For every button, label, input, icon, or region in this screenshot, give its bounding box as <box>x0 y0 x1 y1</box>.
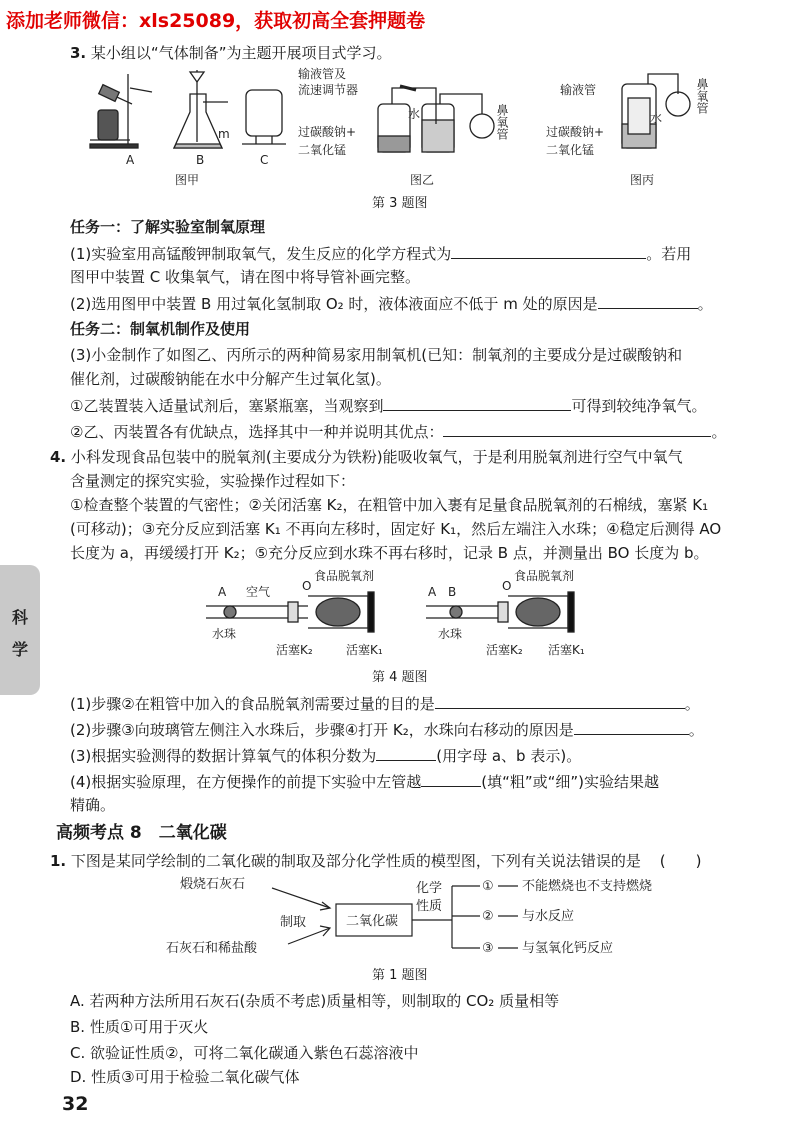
q3-part3-line2: 催化剂，过碳酸钠能在水中分解产生过氧化氢)。 <box>70 370 391 388</box>
label-a: A <box>126 153 135 167</box>
left-label-a: A <box>218 585 227 599</box>
q4-stem-1: 小科发现食品包装中的脱氧剂(主要成分为铁粉)能吸收氧气，于是利用脱氧剂进行空气中氧气 <box>70 448 683 466</box>
q4-part3-blank[interactable] <box>376 744 436 761</box>
right-label-a: A <box>428 585 437 599</box>
q3-sub1-blank[interactable] <box>383 394 571 411</box>
q3-sub1-tail: 可得到较纯净氧气。 <box>571 397 707 415</box>
option-c[interactable]: C. 欲验证性质②，可将二氧化碳通入紫色石蕊溶液中 <box>70 1044 419 1062</box>
task2-heading: 任务二：制氧机制作及使用 <box>70 320 251 338</box>
q3-sub2-text: ②乙、丙装置各有优缺点，选择其中一种并说明其优点： <box>70 423 444 441</box>
q3-part1-text: (1)实验室用高锰酸钾制取氧气，发生反应的化学方程式为 <box>70 245 452 263</box>
q1-answer-bracket[interactable]: ( ) <box>659 852 702 870</box>
apparatus-a <box>90 74 152 148</box>
left-label-agent: 食品脱氧剂 <box>314 569 375 583</box>
property-3-text: 与氢氧化钙反应 <box>522 941 614 956</box>
q4-line4: (可移动)；③充分反应到活塞 K₁ 不再向左移时，固定好 K₁，然后左端注入水珠；④稳定后测得 AO <box>70 520 722 538</box>
left-label-drop: 水珠 <box>212 627 237 641</box>
left-label-air: 空气 <box>246 585 271 599</box>
q3-part1-line1 <box>70 242 691 265</box>
label-m: m <box>218 127 230 141</box>
right-label-k1: 活塞K₁ <box>548 643 585 657</box>
tube-setup-left <box>206 592 374 632</box>
q4-part4-blank[interactable] <box>421 770 481 787</box>
label-c: C <box>260 153 269 167</box>
side-tab-char-1: 科 <box>12 608 29 627</box>
property-label-1: 化学 <box>416 881 443 896</box>
side-tab-char-2: 学 <box>12 640 29 659</box>
q3-figure-caption: 第 3 题图 <box>372 196 428 211</box>
section-heading: 高频考点 8 二氧化碳 <box>56 823 227 843</box>
property-label-2: 性质 <box>416 899 443 914</box>
q3-part3-line1: (3)小金制作了如图乙、丙所示的两种简易家用制氧机(已知：制氧剂的主要成分是过碳酸钠和 <box>70 346 683 364</box>
right-label-o: O <box>502 579 512 593</box>
q3-part3-sub1 <box>70 394 706 417</box>
q4-part1: (1)步骤②在粗管中加入的食品脱氧剂需要过量的目的是 。 <box>70 692 700 715</box>
q4-line5: 长度为 a，再缓缓打开 K₂；⑤充分反应到水珠不再右移时，记录 B 点，并测量出 BO 长度为 b。 <box>70 544 709 562</box>
left-label-k2: 活塞K₂ <box>276 643 313 657</box>
yi-tube-label-1: 输液管及 <box>298 67 347 81</box>
q3-part1-line2: 图甲中装置 C 收集氧气，请在图中将导管补画完整。 <box>70 268 421 286</box>
q3-part2-text: (2)选用图甲中装置 B 用过氧化氢制取 O₂ 时，液体液面应不低于 m 处的原因是 <box>70 295 598 313</box>
caption-yi: 图乙 <box>410 173 435 187</box>
bing-tube-label: 输液管 <box>560 83 597 97</box>
yi-nose-label: 鼻氧管 <box>495 104 509 140</box>
q3-figure <box>70 64 770 190</box>
property-1-marker: ① <box>482 879 494 894</box>
left-label-o: O <box>302 579 312 593</box>
q4-figure-caption: 第 4 题图 <box>372 670 428 685</box>
bing-reagent-label-2: 二氧化锰 <box>546 143 595 157</box>
q4-line2: 含量测定的探究实验，实验操作过程如下： <box>70 472 356 490</box>
source-2-label: 石灰石和稀盐酸 <box>166 941 258 956</box>
q3-part3-sub2: ②乙、丙装置各有优缺点，选择其中一种并说明其优点： 。 <box>70 420 726 443</box>
q1-stem: 下图是某同学绘制的二氧化碳的制取及部分化学性质的模型图，下列有关说法错误的是 <box>70 852 641 870</box>
yi-reagent-label-1: 过碳酸钠+ <box>298 125 357 139</box>
q4-part1-text: (1)步骤②在粗管中加入的食品脱氧剂需要过量的目的是 <box>70 695 435 713</box>
q4-figure <box>196 566 616 664</box>
q4-part1-blank[interactable] <box>435 692 685 709</box>
q3-stem-line <box>70 42 391 64</box>
apparatus-c <box>242 90 286 144</box>
q4-line1 <box>50 446 683 468</box>
source-1-label: 煅烧石灰石 <box>180 877 246 892</box>
q3-number: 3. <box>70 44 87 62</box>
q4-part3-tail: (用字母 a、b 表示)。 <box>436 747 582 765</box>
q1-stem-line <box>50 850 701 872</box>
q3-sub2-blank[interactable] <box>443 420 711 437</box>
q4-part4-tail: (填“粗”或“细”)实验结果越 <box>481 773 660 791</box>
q3-part1-blank[interactable] <box>451 242 646 259</box>
left-label-k1: 活塞K₁ <box>346 643 383 657</box>
q3-sub1-text: ①乙装置装入适量试剂后，塞紧瓶塞，当观察到 <box>70 397 384 415</box>
page-number: 32 <box>62 1093 89 1115</box>
label-b: B <box>196 153 205 167</box>
caption-jia: 图甲 <box>175 173 200 187</box>
watermark-text: 添加老师微信：xls25089，获取初高全套押题卷 <box>6 10 426 32</box>
q4-part4 <box>70 770 659 793</box>
q3-part2-line: (2)选用图甲中装置 B 用过氧化氢制取 O₂ 时，液体液面应不低于 m 处的原因是 。 <box>70 292 713 315</box>
task1-heading: 任务一：了解实验室制氧原理 <box>70 218 266 236</box>
q4-part4-line2: 精确。 <box>70 796 116 814</box>
property-1-text: 不能燃烧也不支持燃烧 <box>522 879 653 894</box>
yi-reagent-label-2: 二氧化锰 <box>298 143 347 157</box>
property-3-marker: ③ <box>482 941 494 956</box>
q4-line3: ①检查整个装置的气密性；②关闭活塞 K₂，在粗管中加入裹有足量食品脱氧剂的石棉绒，塞紧 K₁ <box>70 496 709 514</box>
bing-nose-label: 鼻氧管 <box>695 78 709 114</box>
center-label: 二氧化碳 <box>346 914 399 929</box>
q4-number: 4. <box>50 448 67 466</box>
q4-part3-text: (3)根据实验测得的数据计算氧气的体积分数为 <box>70 747 377 765</box>
q1-flow-figure <box>166 874 660 962</box>
property-2-marker: ② <box>482 909 494 924</box>
q3-part2-blank[interactable] <box>598 292 698 309</box>
make-label: 制取 <box>280 915 307 930</box>
apparatus-yi <box>378 86 494 152</box>
q3-part1-tail: 。若用 <box>646 245 692 263</box>
q4-part4-text: (4)根据实验原理，在方便操作的前提下实验中左管越 <box>70 773 422 791</box>
option-a[interactable]: A. 若两种方法所用石灰石(杂质不考虑)质量相等，则制取的 CO₂ 质量相等 <box>70 992 560 1010</box>
bing-water-label: 水 <box>650 111 663 125</box>
q3-stem: 某小组以“气体制备”为主题开展项目式学习。 <box>90 44 392 62</box>
option-d[interactable]: D. 性质③可用于检验二氧化碳气体 <box>70 1068 300 1086</box>
q4-part2: (2)步骤③向玻璃管左侧注入水珠后，步骤④打开 K₂，水珠向右移动的原因是 。 <box>70 718 704 741</box>
right-label-agent: 食品脱氧剂 <box>514 569 575 583</box>
q4-part2-text: (2)步骤③向玻璃管左侧注入水珠后，步骤④打开 K₂，水珠向右移动的原因是 <box>70 721 574 739</box>
bing-reagent-label-1: 过碳酸钠+ <box>546 125 605 139</box>
q1-figure-caption: 第 1 题图 <box>372 968 428 983</box>
right-label-b: B <box>448 585 457 599</box>
right-label-k2: 活塞K₂ <box>486 643 523 657</box>
q1-number: 1. <box>50 852 67 870</box>
caption-bing: 图丙 <box>630 173 655 187</box>
q4-part3 <box>70 744 581 767</box>
yi-tube-label-2: 流速调节器 <box>298 83 359 97</box>
q4-part2-blank[interactable] <box>574 718 689 735</box>
right-label-drop: 水珠 <box>438 627 463 641</box>
property-2-text: 与水反应 <box>522 909 575 924</box>
option-b[interactable]: B. 性质①可用于灭火 <box>70 1018 209 1036</box>
subject-side-tab <box>0 565 40 695</box>
yi-water-label: 水 <box>408 107 421 121</box>
